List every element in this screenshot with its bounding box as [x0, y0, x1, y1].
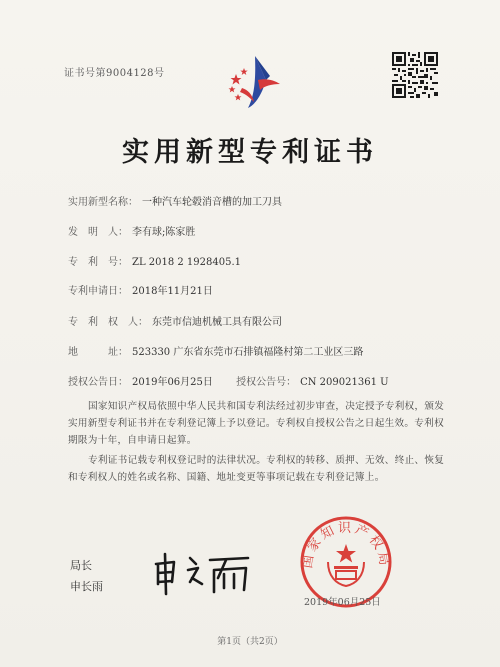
field-value: ZL 2018 2 1928405.1 [132, 257, 242, 268]
qr-code-icon [392, 52, 438, 98]
signatory-title: 局长 [70, 559, 92, 572]
certificate-title: 实用新型专利证书 [122, 137, 378, 168]
handwritten-signature [150, 548, 260, 598]
grant-number-label: 授权公告号： [236, 377, 297, 388]
field-label: 发 明 人： [68, 227, 128, 238]
field-value: 523330 广东省东莞市石排镇福隆村第二工业区三路 [132, 347, 364, 358]
field-label: 专 利 权 人： [68, 317, 148, 328]
signatory-name: 申长雨 [70, 580, 103, 593]
field-application-date [68, 282, 213, 297]
field-value: 一种汽车轮毂消音槽的加工刀具 [142, 197, 282, 208]
grant-number-value: CN 209021361 U [300, 377, 389, 388]
field-label: 专 利 号： [68, 257, 128, 268]
field-inventors [68, 223, 195, 238]
seal-text: 国家知识产权局 [300, 521, 392, 570]
field-utility-model-name [68, 193, 282, 208]
certificate-number: 证书号第9004128号 [64, 68, 165, 79]
field-value: 李有球;陈家胜 [132, 227, 196, 238]
page-footer: 第1页（共2页） [217, 637, 283, 647]
field-patentee [68, 313, 282, 328]
paragraph-legal-status: 专利证书记载专利权登记时的法律状况。专利权的转移、质押、无效、终止、恢复和专利权人的姓名或名称、国籍、地址变更等事项记载在专利登记簿上。 [68, 455, 445, 483]
grant-date-value: 2019年06月25日 [132, 377, 213, 388]
seal-date: 2019年06月25日 [304, 597, 381, 608]
field-patent-number [68, 253, 241, 268]
patent-office-logo [222, 50, 284, 112]
field-address [68, 343, 363, 358]
field-value: 2018年11月21日 [132, 286, 213, 297]
paragraph-grant: 国家知识产权局依照中华人民共和国专利法经过初步审查，决定授予专利权，颁发实用新型专利证书并在专利登记簿上予以登记。专利权自授权公告之日起生效。专利权期限为十年，自申请日起算。 [68, 401, 445, 446]
grant-date-label: 授权公告日： [68, 377, 128, 388]
field-value: 东莞市信迪机械工具有限公司 [152, 317, 282, 328]
field-grant-info [68, 373, 389, 388]
field-label: 专利申请日： [68, 286, 128, 297]
field-label: 地 址： [68, 347, 128, 358]
field-label: 实用新型名称： [68, 197, 138, 208]
